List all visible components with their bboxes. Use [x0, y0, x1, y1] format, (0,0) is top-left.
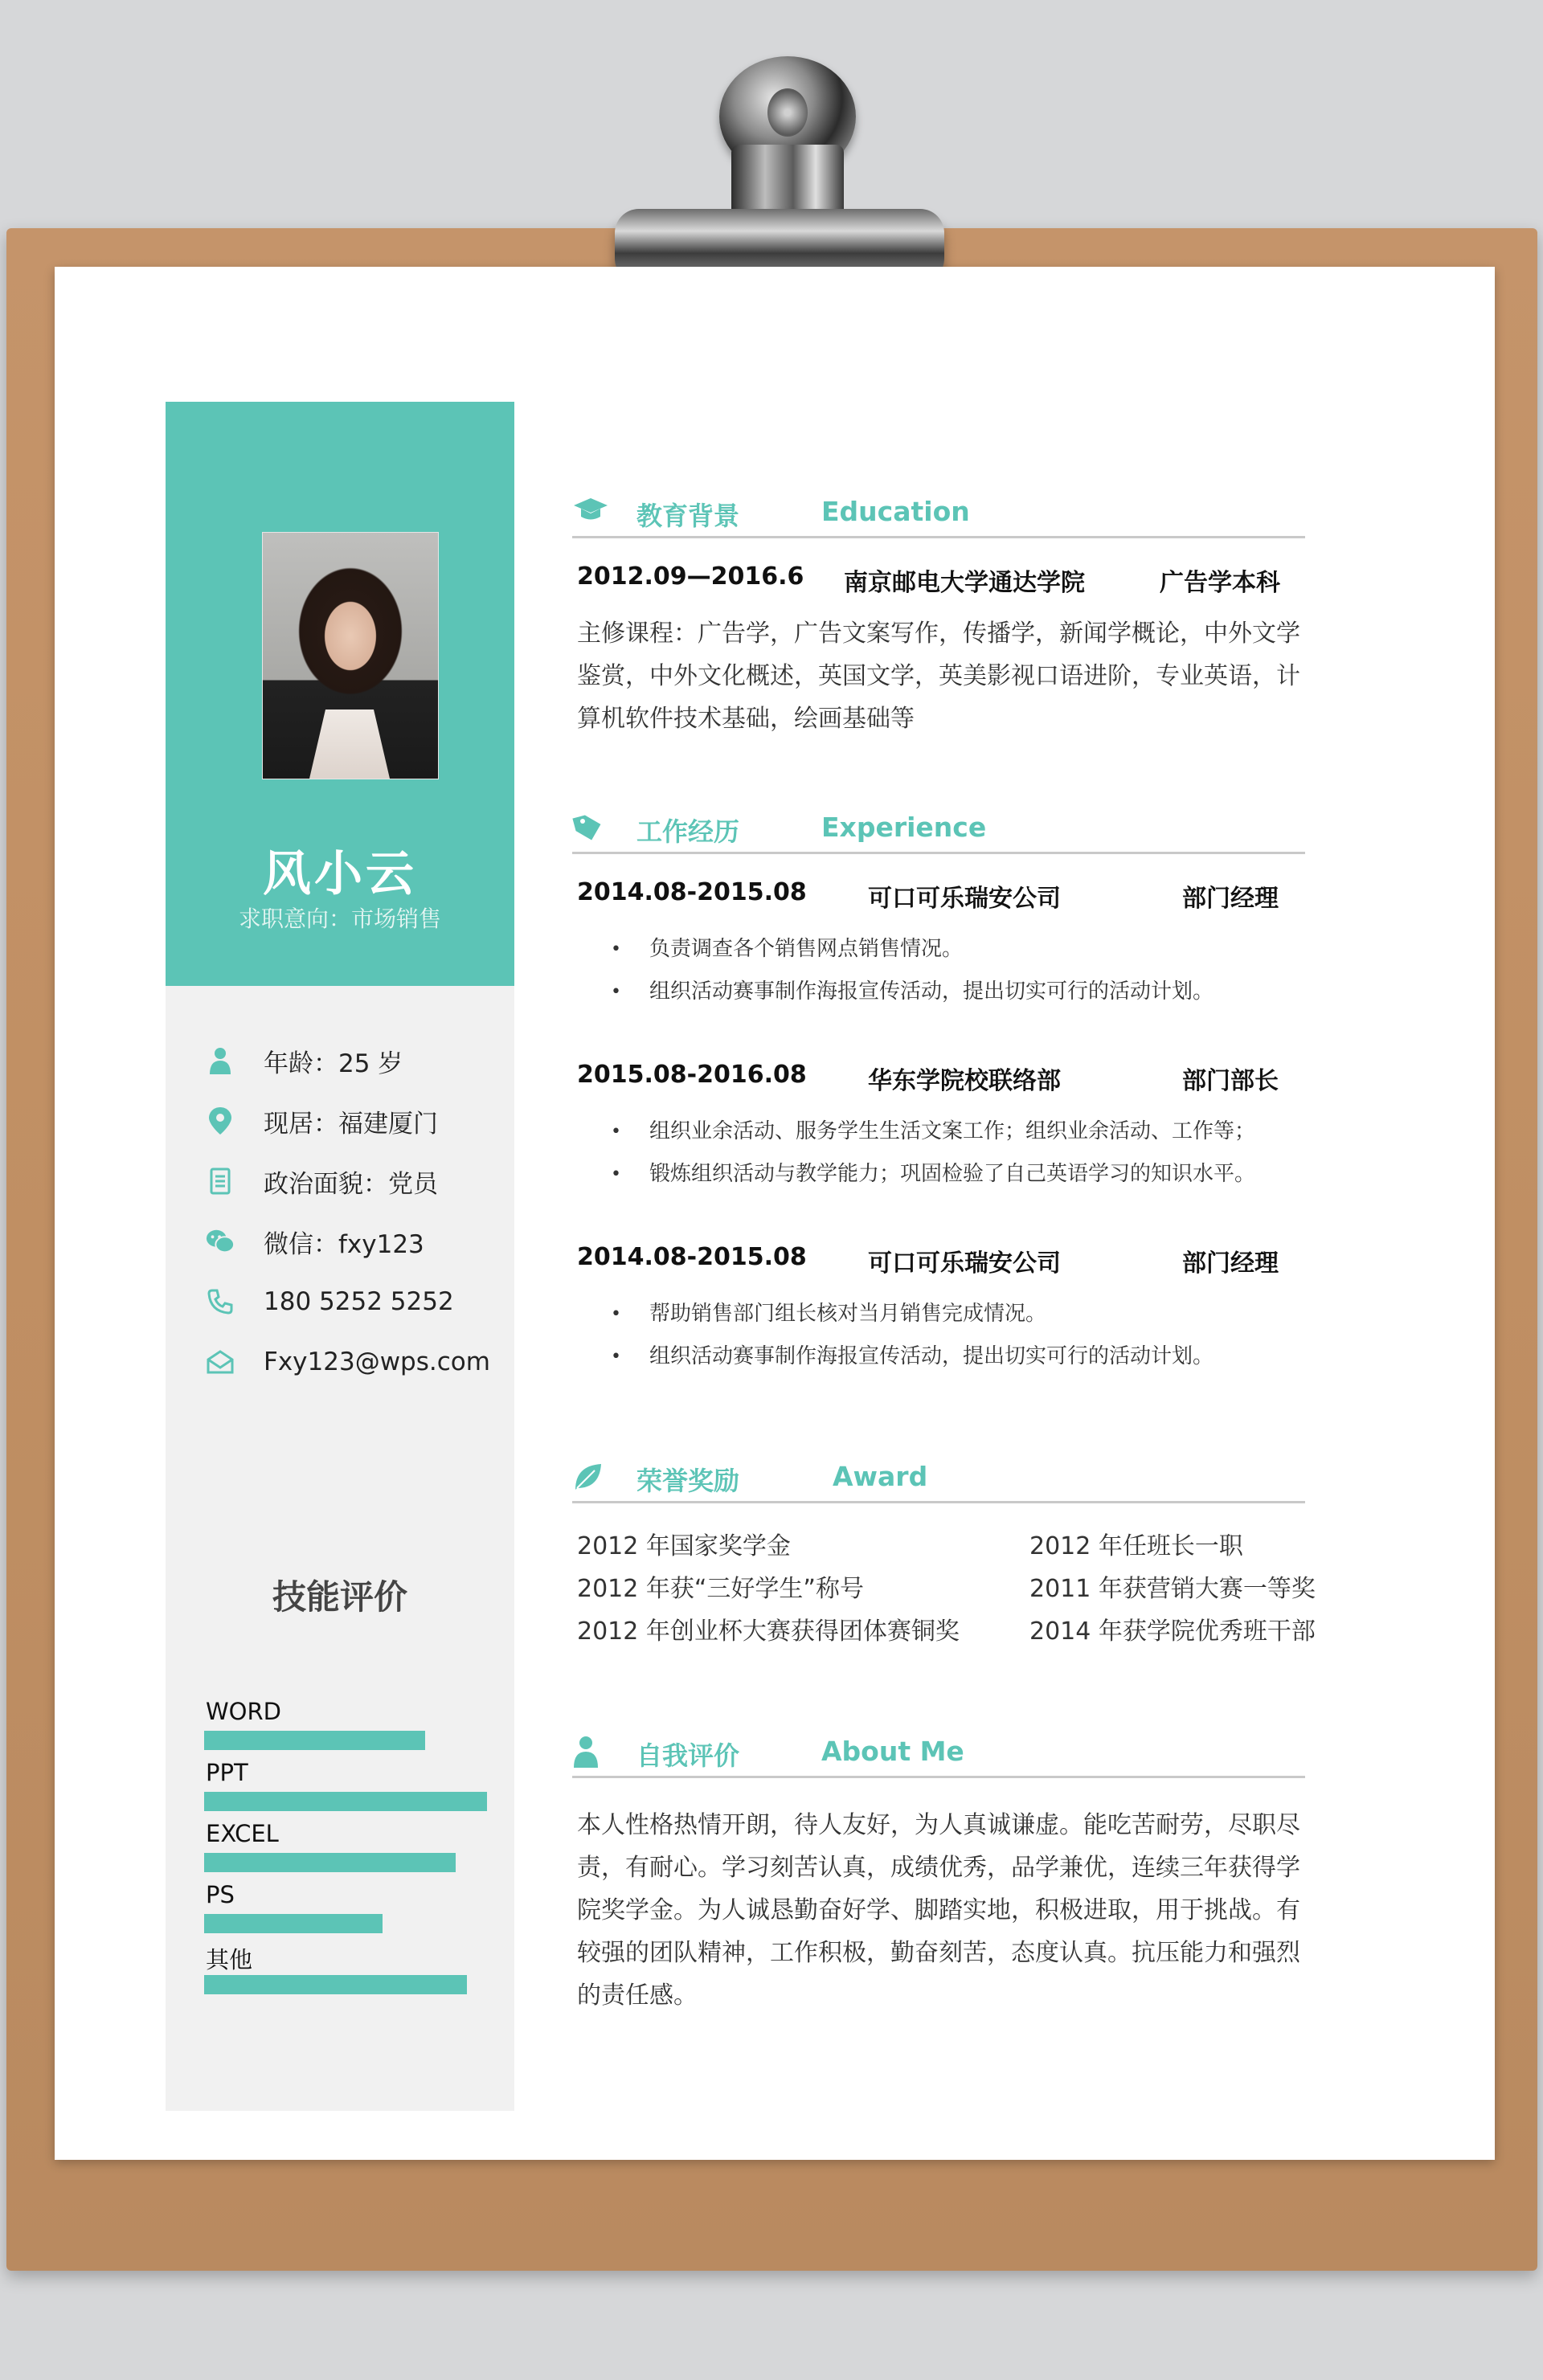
- about-text: 本人性格热情开朗，待人友好，为人真诚谦虚。能吃苦耐劳，尽职尽责，有耐心。学习刻苦认真，成绩优秀，品学兼优，连续三年获得学院奖学金。为人诚恳勤奋好学、脚踏实地，积极进取，用于挑战。有较强的团队精神，工作积极，勤奋刻苦，态度认真。抗压能力和强烈的责任感。: [577, 1811, 1300, 2010]
- job-org: 可口可乐瑞安公司: [868, 1249, 1061, 1278]
- job-period: 2015.08-2016.08: [577, 1061, 807, 1089]
- info-politics: [206, 1161, 438, 1201]
- mail-icon: [206, 1347, 235, 1376]
- person-name: 风小云: [263, 846, 417, 902]
- job-bullets: [611, 1110, 1302, 1196]
- education-period: 2012.09—2016.6: [577, 562, 804, 591]
- info-wechat: [206, 1221, 424, 1262]
- document-icon: [206, 1167, 235, 1196]
- list-item: • 负责调查各个销售网点销售情况。: [611, 928, 1302, 971]
- skill-label: 其他: [206, 1946, 253, 1973]
- job-bullets: [611, 1293, 1302, 1378]
- skill-bar: [204, 1792, 487, 1811]
- job-bullets: [611, 928, 1302, 1013]
- job-role: 部门部长: [1182, 1067, 1279, 1095]
- section-title-cn: 工作经历: [636, 816, 740, 847]
- info-phone-text: 180 5252 5252: [264, 1287, 454, 1316]
- section-title-cn: 自我评价: [636, 1740, 740, 1771]
- info-email-text: Fxy123@wps.com: [264, 1347, 490, 1376]
- list-item: • 帮助销售部门组长核对当月销售完成情况。: [611, 1293, 1302, 1335]
- info-age-text: 年龄：25 岁: [264, 1049, 403, 1078]
- section-title-en: Award: [833, 1461, 928, 1492]
- job-intent: 求职意向：市场销售: [238, 906, 441, 932]
- clip-ring-hole: [767, 88, 808, 137]
- graduation-cap-icon: [572, 496, 609, 528]
- profile-photo: [262, 532, 439, 779]
- skill-label: WORD: [206, 1698, 281, 1725]
- profile-header: [166, 402, 514, 986]
- award-item: 2014 年获学院优秀班干部: [1029, 1617, 1316, 1646]
- job-role: 部门经理: [1182, 885, 1279, 913]
- award-item: 2012 年获“三好学生”称号: [577, 1575, 864, 1603]
- skill-label: EXCEL: [206, 1820, 279, 1847]
- section-title-cn: 教育背景: [636, 501, 740, 531]
- section-title-en: About Me: [821, 1736, 964, 1767]
- education-degree: 广告学本科: [1160, 569, 1280, 597]
- job-period: 2014.08-2015.08: [577, 1243, 807, 1271]
- award-item: 2012 年国家奖学金: [577, 1532, 791, 1560]
- section-title-en: Experience: [821, 812, 987, 843]
- info-residence: [206, 1101, 438, 1141]
- info-wechat-text: 微信：fxy123: [264, 1229, 424, 1259]
- tag-icon: [572, 812, 609, 844]
- info-residence-text: 现居：福建厦门: [264, 1109, 438, 1139]
- wechat-icon: [206, 1227, 235, 1256]
- info-politics-text: 政治面貌：党员: [264, 1169, 438, 1199]
- section-experience-header: [572, 804, 1305, 854]
- leaf-icon: [572, 1461, 609, 1493]
- location-pin-icon: [206, 1106, 235, 1135]
- job-role: 部门经理: [1182, 1249, 1279, 1278]
- award-item: 2011 年获营销大赛一等奖: [1029, 1575, 1316, 1603]
- award-item: 2012 年创业杯大赛获得团体赛铜奖: [577, 1617, 960, 1646]
- list-item: • 组织活动赛事制作海报宣传活动，提出切实可行的活动计划。: [611, 1335, 1302, 1378]
- phone-icon: [206, 1287, 235, 1316]
- section-title-cn: 荣誉奖励: [636, 1466, 740, 1496]
- education-courses: 主修课程：广告学，广告文案写作，传播学，新闻学概论，中外文学鉴赏，中外文化概述，英国文学，英美影视口语进阶，专业英语，计算机软件技术基础，绘画基础等: [577, 620, 1300, 733]
- resume-sidebar: [166, 402, 514, 2111]
- job-org: 可口可乐瑞安公司: [868, 885, 1061, 913]
- job-period: 2014.08-2015.08: [577, 878, 807, 906]
- education-school: 南京邮电大学通达学院: [844, 569, 1085, 597]
- person-icon: [206, 1046, 235, 1075]
- job-org: 华东学院校联络部: [868, 1067, 1061, 1095]
- skill-label: PS: [206, 1881, 235, 1908]
- skill-bar: [204, 1731, 425, 1750]
- list-item: • 锻炼组织活动与教学能力；巩固检验了自己英语学习的知识水平。: [611, 1153, 1302, 1196]
- skill-label: PPT: [206, 1759, 248, 1786]
- info-email: [206, 1342, 490, 1382]
- list-item: • 组织活动赛事制作海报宣传活动，提出切实可行的活动计划。: [611, 971, 1302, 1013]
- award-item: 2012 年任班长一职: [1029, 1532, 1243, 1560]
- section-about-header: [572, 1728, 1305, 1778]
- skill-bar: [204, 1975, 467, 1994]
- section-award-header: [572, 1453, 1305, 1503]
- list-item: • 组织业余活动、服务学生生活文案工作；组织业余活动、工作等；: [611, 1110, 1302, 1153]
- person-icon: [572, 1736, 609, 1768]
- skill-bar: [204, 1914, 383, 1933]
- info-age: [206, 1041, 403, 1081]
- section-education-header: [572, 488, 1305, 538]
- skills-title: 技能评价: [272, 1577, 407, 1617]
- skill-bar: [204, 1853, 456, 1872]
- info-phone: [206, 1282, 454, 1322]
- section-title-en: Education: [821, 496, 970, 527]
